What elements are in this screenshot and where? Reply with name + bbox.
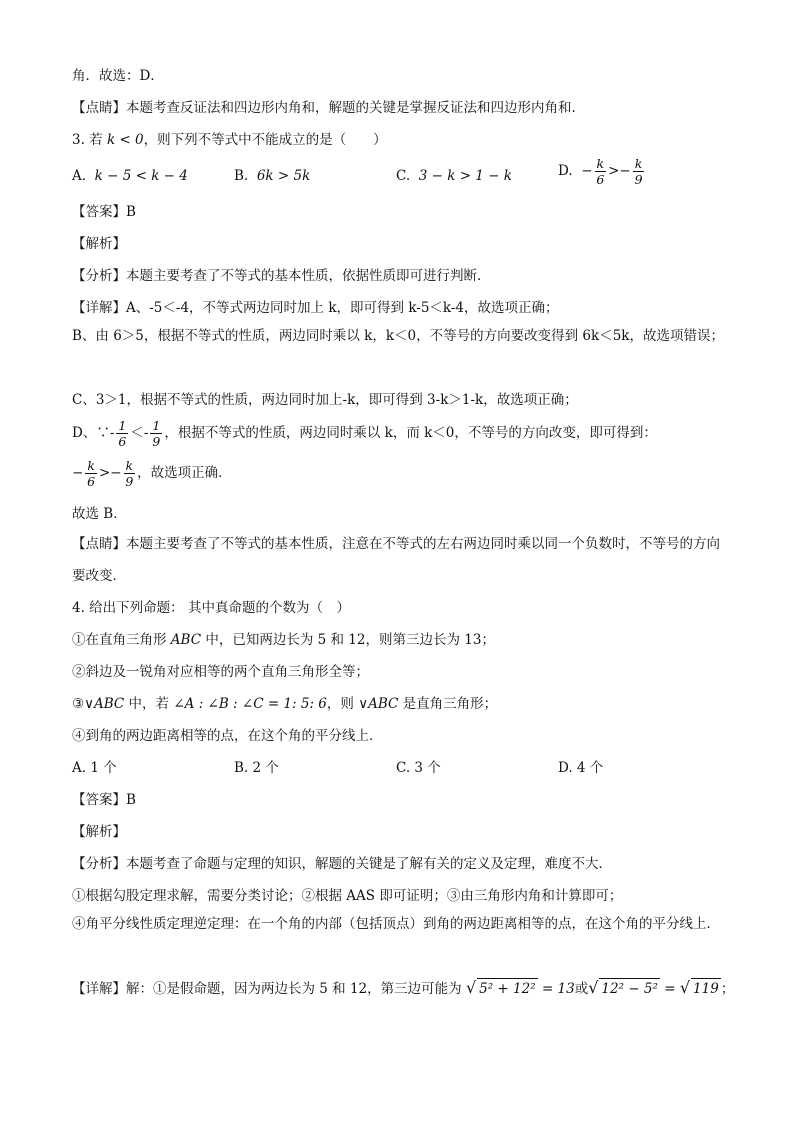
text-segment: ，根据不等式的性质，两边同时乘以 k，而 k＜0，不等号的方向改变，即可得到：	[164, 425, 657, 441]
question-4-stem: 4. 给出下列命题： 其中真命题的个数为（ ）	[72, 600, 350, 616]
text-segment: −	[72, 465, 84, 481]
text-line-sqrt	[72, 978, 734, 999]
text-segment: 【详解】解：①是假命题，因为两边长为 5 和 12，第三边可能为	[72, 981, 462, 997]
answer-label: 【答案】B	[72, 792, 136, 808]
q3-stem-prefix: 3. 若	[72, 132, 103, 148]
text-segment: 是直角三角形；	[402, 696, 498, 712]
math-segment: ∨ABC	[84, 696, 125, 712]
radicand: 12² − 5²	[599, 978, 660, 999]
math-segment: ∠A : ∠B : ∠C = 1: 5: 6	[173, 696, 327, 712]
math-segment: = 13	[541, 981, 575, 997]
text-line: 【详解】A、-5＜-4，不等式两边同时加上 k，即可得到 k-5＜k-4，故选项正确；	[72, 300, 559, 316]
q3-option-a	[72, 166, 188, 186]
question-3-stem	[72, 130, 387, 150]
numerator: k	[125, 458, 134, 473]
text-segment: >−	[98, 465, 122, 481]
text-segment: ；	[720, 981, 735, 997]
denominator: 9	[125, 474, 134, 489]
q3-option-c	[396, 166, 512, 186]
denominator: 9	[634, 172, 643, 187]
proposition-1	[72, 630, 495, 650]
text-line-fraction	[72, 458, 232, 489]
numerator: k	[634, 156, 643, 171]
numerator: k	[596, 156, 605, 171]
denominator: 6	[118, 434, 127, 449]
radical-icon: √	[679, 978, 691, 997]
text-segment: ，则	[326, 696, 354, 712]
denominator: 6	[596, 172, 605, 187]
analysis-label: 【解析】	[72, 824, 126, 840]
fraction	[124, 458, 136, 489]
text-segment: 或	[574, 981, 589, 997]
denominator: 9	[152, 434, 161, 449]
math-segment: ∨ABC	[358, 696, 399, 712]
q3-option-b	[234, 166, 310, 186]
text-line: 【分析】本题主要考查了不等式的基本性质，依据性质即可进行判断．	[72, 268, 491, 284]
option-label: A.	[72, 168, 87, 184]
fraction	[633, 156, 645, 187]
option-math-neg: −	[581, 163, 593, 179]
option-math: k − 5 < k − 4	[94, 168, 188, 184]
option-math-mid: >−	[608, 163, 631, 179]
text-line: 故选 B．	[72, 506, 127, 522]
option-label: D.	[558, 163, 573, 179]
text-segment: ＜-	[130, 425, 149, 441]
proposition-3	[72, 694, 497, 714]
option-math: 3 − k > 1 − k	[418, 168, 512, 184]
text-line-fraction	[72, 418, 657, 449]
radicand: 5² + 12²	[477, 978, 538, 999]
proposition-4: ④到角的两边距离相等的点，在这个角的平分线上．	[72, 728, 383, 744]
text-paragraph: ④角平分线性质定理逆定理：在一个角的内部（包括顶点）到角的两边距离相等的点，在这个角的平分线上．	[72, 916, 720, 932]
text-line: 【分析】本题考查了命题与定理的知识，解题的关键是了解有关的定义及定理，难度不大．	[72, 856, 612, 872]
fraction	[116, 418, 128, 449]
text-segment: 中，已知两边长为 5 和 12，则第三边长为 13；	[205, 632, 495, 648]
fraction	[150, 418, 162, 449]
option-math: 6k > 5k	[256, 168, 311, 184]
text-paragraph: B、由 6＞5，根据不等式的性质，两边同时乘以 k，k＜0，不等号的方向要改变得到 6k＜5k，故选项错误；	[72, 328, 724, 344]
analysis-label: 【解析】	[72, 236, 126, 252]
fraction	[85, 458, 97, 489]
q3-option-d	[558, 156, 646, 187]
text-line: ①根据勾股定理求解，需要分类讨论；②根据 AAS 即可证明；③由三角形内角和计算即可；	[72, 888, 623, 904]
q4-option-b: B. 2 个	[234, 760, 279, 776]
radical-icon: √	[465, 978, 477, 997]
text-segment: ③	[72, 696, 85, 712]
option-label: B.	[234, 168, 249, 184]
math-segment: =	[664, 981, 676, 997]
radicand: 119	[691, 978, 721, 999]
text-segment: 中，若	[128, 696, 170, 712]
text-segment: ①在直角三角形	[72, 632, 167, 648]
text-line: 【点睛】本题考查反证法和四边形内角和，解题的关键是掌握反证法和四边形内角和.	[72, 100, 576, 116]
q3-stem-suffix: ，则下列不等式中不能成立的是（ ）	[143, 132, 387, 148]
q4-option-d: D. 4 个	[558, 760, 604, 776]
q4-option-c: C. 3 个	[396, 760, 441, 776]
proposition-2: ②斜边及一锐角对应相等的两个直角三角形全等；	[72, 664, 369, 680]
text-line: 角．故选：D．	[72, 68, 164, 84]
q4-option-a: A. 1 个	[72, 760, 117, 776]
radical-icon: √	[588, 978, 599, 997]
text-segment: D、∵-	[72, 425, 115, 441]
numerator: 1	[118, 418, 127, 433]
numerator: k	[87, 458, 95, 473]
q3-stem-math: k < 0	[106, 132, 144, 148]
answer-label: 【答案】B	[72, 204, 136, 220]
text-line: C、3＞1，根据不等式的性质，两边同时加上-k，即可得到 3-k＞1-k，故选项正确；	[72, 392, 578, 408]
fraction	[595, 156, 607, 187]
math-segment: ABC	[170, 632, 202, 648]
numerator: 1	[152, 418, 161, 433]
denominator: 6	[87, 474, 96, 489]
text-segment: ，故选项正确．	[137, 465, 232, 481]
option-label: C.	[396, 168, 411, 184]
text-paragraph: 【点睛】本题主要考查了不等式的基本性质，注意在不等式的左右两边同时乘以同一个负数时，不等号的方向要改变．	[72, 536, 720, 584]
